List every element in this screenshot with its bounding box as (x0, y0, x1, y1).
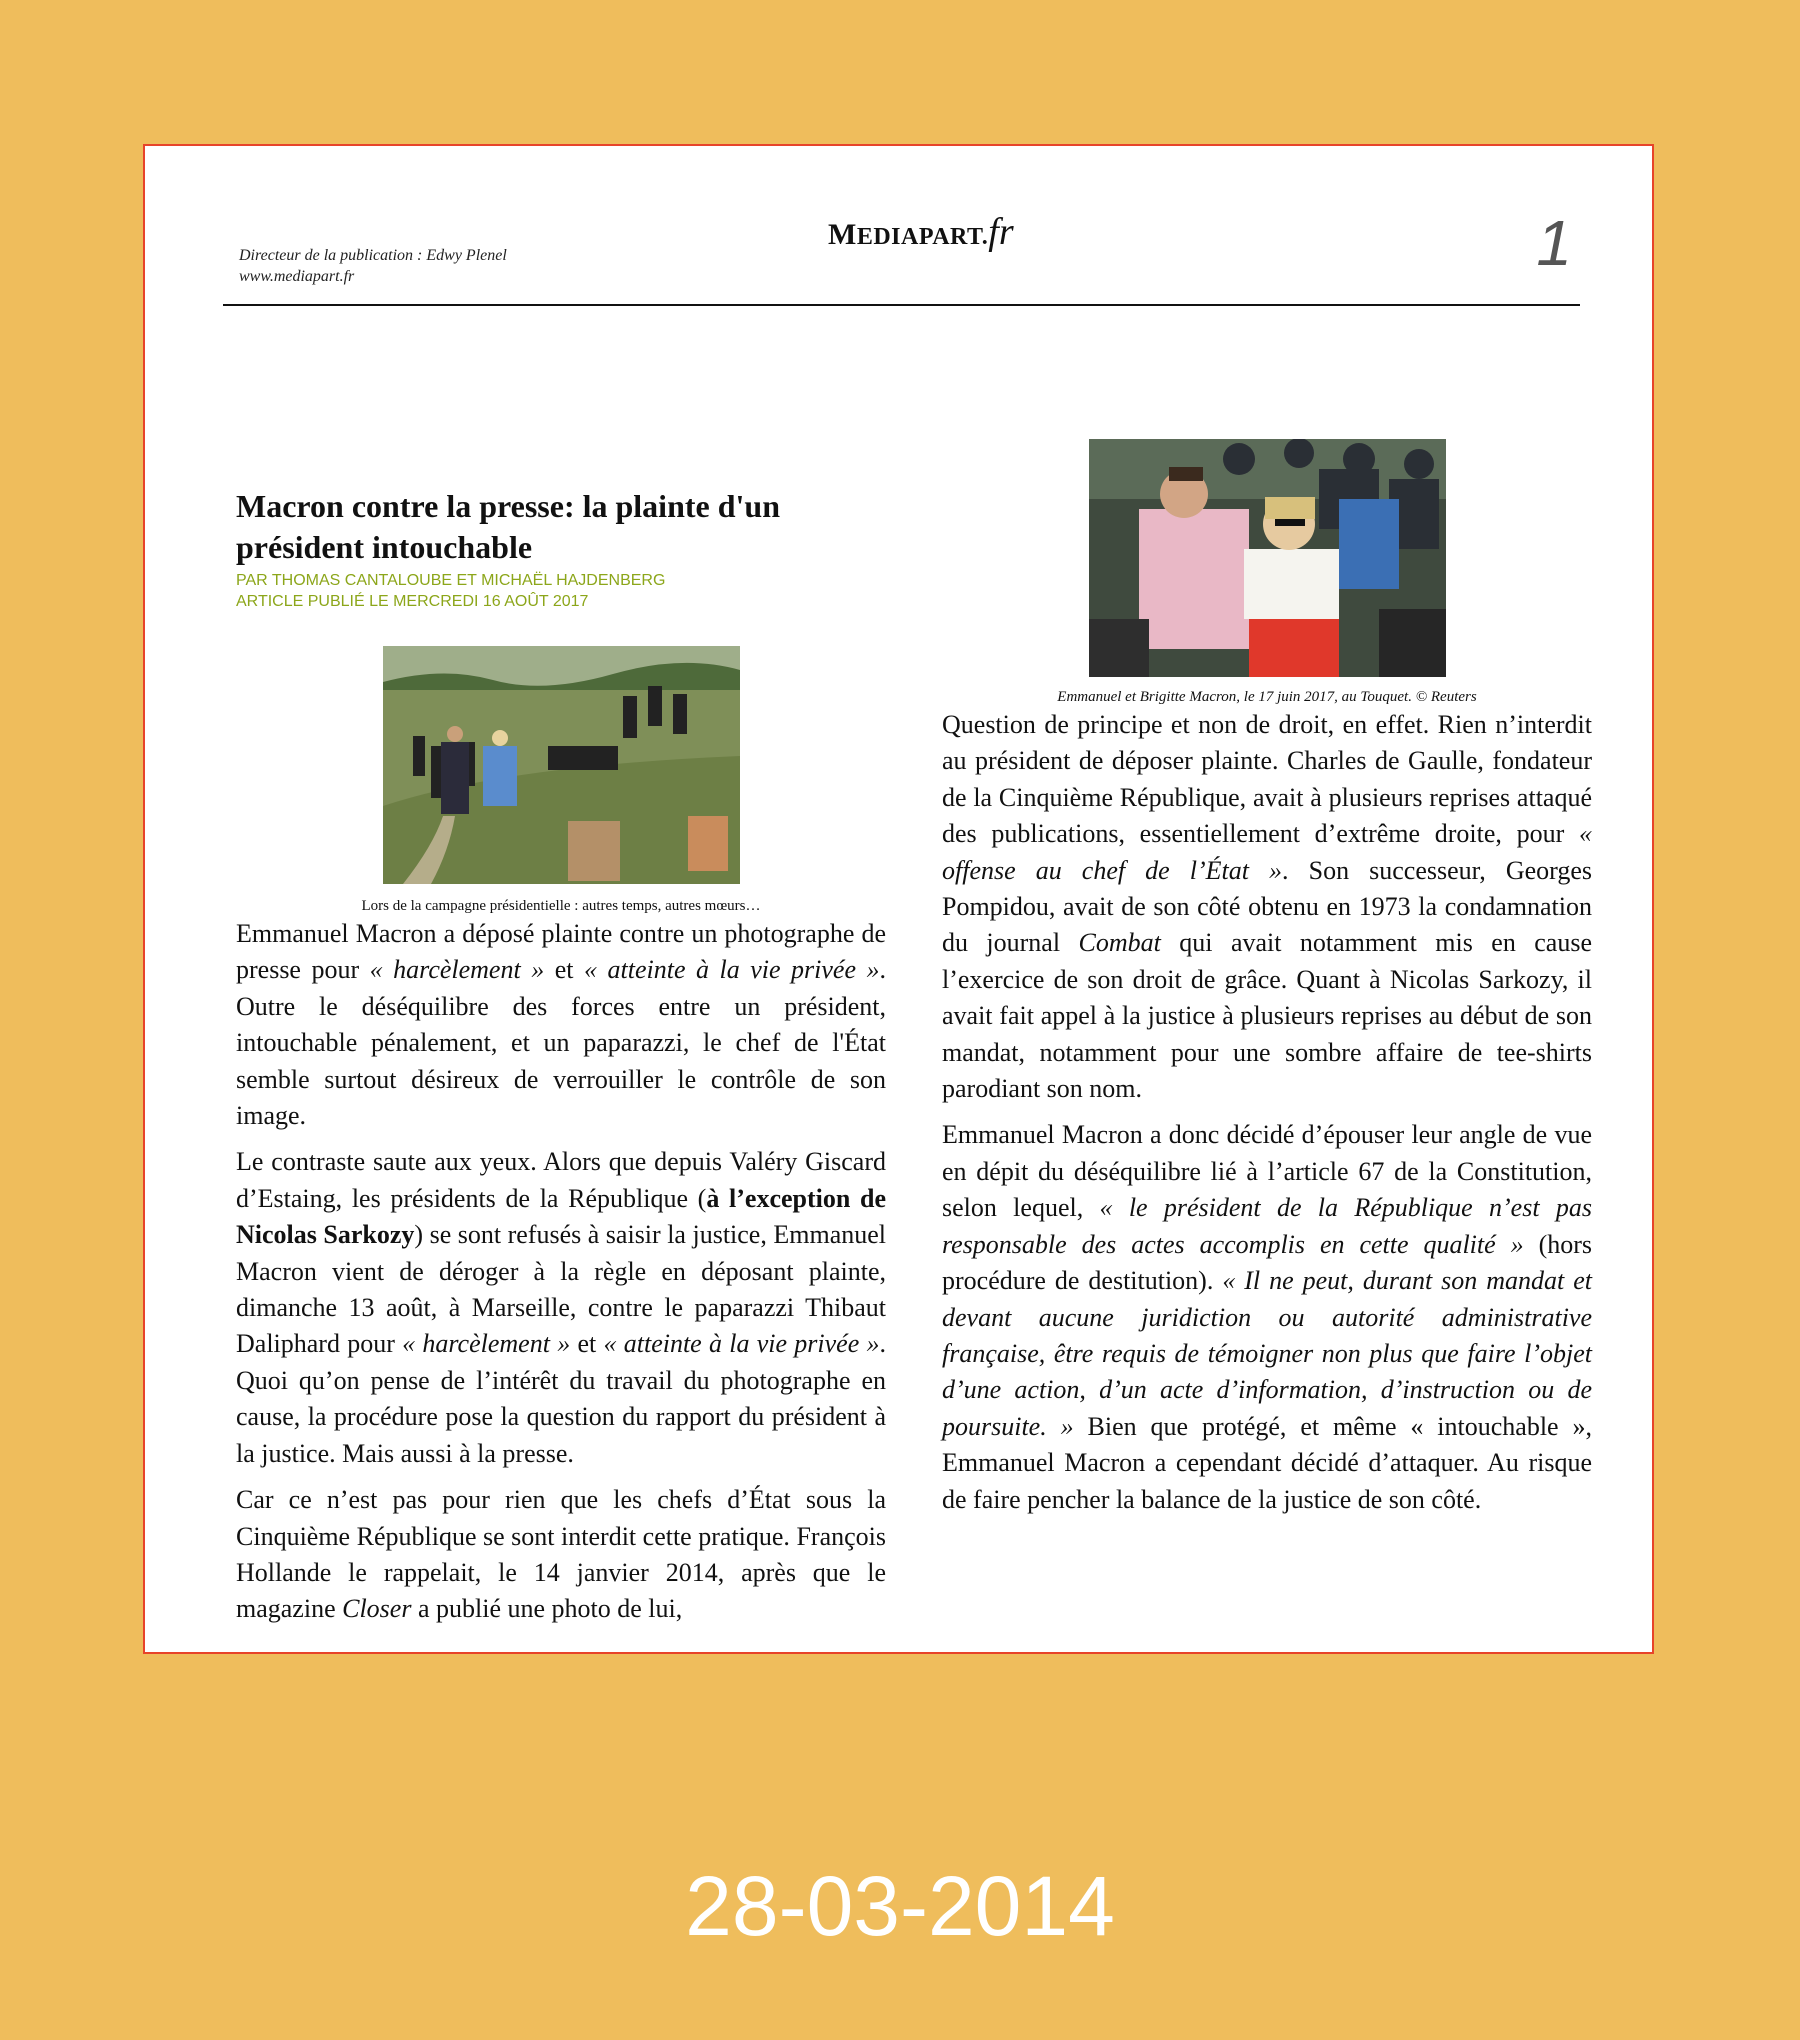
text-run: « atteinte à la vie privée » (584, 955, 880, 985)
text-run: « harcèlement » (402, 1329, 571, 1359)
header-rule (223, 304, 1580, 306)
mediapart-logo: MEDIAPART.fr (828, 211, 1014, 253)
macron-couple-photo (1089, 439, 1446, 677)
text-run: « harcèlement » (369, 955, 545, 985)
page-number: 1 (1536, 207, 1572, 279)
article-paragraph (236, 1144, 886, 1472)
right-column (942, 439, 1592, 1518)
left-column (236, 486, 886, 1628)
text-run: Question de principe et non de droit, en effet. Rien n’interdit au président de déposer plainte. Charles de Gaulle, fondateur de la Cinquième République, avait à plusieurs reprises attaqué des publications, essentiellement d’extrême droite, pour (942, 710, 1592, 849)
text-run: « atteinte à la vie privée » (603, 1329, 880, 1359)
text-run: (hors procédure de destitution). (942, 1229, 1593, 1296)
byline-authors: PAR THOMAS CANTALOUBE ET MICHAËL HAJDENBERG (236, 572, 666, 589)
text-run: Closer (342, 1594, 412, 1624)
text-run: à l’exception de Nicolas Sarkozy (236, 1183, 886, 1250)
text-run: a publié une photo de lui, (411, 1594, 683, 1624)
text-run: et (544, 955, 584, 985)
text-run: ) se sont refusés à saisir la justice, Emmanuel Macron vient de déroger à la règle en déposant plainte, dimanche 13 août, à Marseille, contre le paparazzi Thibaut Daliphard pour (236, 1220, 886, 1359)
photo1-caption: Lors de la campagne présidentielle : autres temps, autres mœurs… (361, 898, 761, 914)
publisher-line: Directeur de la publication : Edwy Plenel (239, 247, 507, 264)
text-run: « offense au chef de l’État » (942, 819, 1592, 885)
campaign-photo (383, 646, 740, 884)
date-label: 28-03-2014 (685, 1859, 1115, 1953)
text-run: Bien que protégé, et même « intouchable », Emmanuel Macron a cependant décidé d’attaquer. Au risque de faire pencher la balance de la justice de son côté. (942, 1411, 1592, 1514)
text-run: Combat (1078, 928, 1161, 958)
photo2-caption: Emmanuel et Brigitte Macron, le 17 juin 2017, au Touquet. © Reuters (1057, 689, 1477, 705)
article-paragraph (236, 916, 886, 1134)
article-paragraph (942, 707, 1592, 1107)
text-run: Emmanuel Macron a déposé plainte contre un photographe de presse pour (236, 919, 886, 985)
article-paragraph (942, 1117, 1592, 1517)
website-line: www.mediapart.fr (239, 268, 355, 285)
article-title: Macron contre la presse: la plainte d'un président intouchable (236, 488, 780, 565)
publication-info (239, 245, 507, 287)
text-run: . Quoi qu’on pense de l’intérêt du travail du photographe en cause, la procédure pose la question du rapport du président à la justice. Mais aussi à la presse. (236, 1329, 886, 1468)
text-run: Car ce n’est pas pour rien que les chefs d’État sous la Cinquième République se sont interdit cette pratique. François Hollande le rappelait, le 14 janvier 2014, après que le magazine (236, 1485, 886, 1624)
text-run: « le président de la République n’est pas responsable des actes accomplis en cette qualité » (942, 1193, 1592, 1259)
text-run: . Son successeur, Georges Pompidou, avait de son côté obtenu en 1973 la condamnation du journal (942, 855, 1593, 958)
macron-couple-image (1089, 439, 1446, 677)
text-run: Emmanuel Macron a donc décidé d’épouser leur angle de vue en dépit du déséquilibre lié à l’article 67 de la Constitution, selon lequel, (942, 1120, 1592, 1223)
text-run: et (570, 1329, 604, 1359)
text-run: . Outre le déséquilibre des forces entre un président, intouchable pénalement, et un paparazzi, le chef de l'État semble surtout désireux de verrouiller le contrôle de son image. (236, 955, 887, 1131)
article-paragraph (236, 1482, 886, 1628)
byline-date: ARTICLE PUBLIÉ LE MERCREDI 16 AOÛT 2017 (236, 593, 589, 610)
campaign-photo-image (383, 646, 740, 884)
text-run: qui avait notamment mis en cause l’exercice de son droit de grâce. Quant à Nicolas Sarkozy, il avait fait appel à la justice à plusieurs reprises au début de son mandat, notamment pour une sombre affaire de tee-shirts parodiant son nom. (942, 928, 1592, 1104)
text-run: « Il ne peut, durant son mandat et devant aucune juridiction ou autorité administrative française, être requis de témoigner non plus que faire l’objet d’une action, d’un acte d’information, d’instruction ou de poursuite. » (942, 1266, 1592, 1441)
document-page (143, 144, 1654, 1654)
text-run: Le contraste saute aux yeux. Alors que depuis Valéry Giscard d’Estaing, les présidents de la République ( (236, 1147, 886, 1213)
